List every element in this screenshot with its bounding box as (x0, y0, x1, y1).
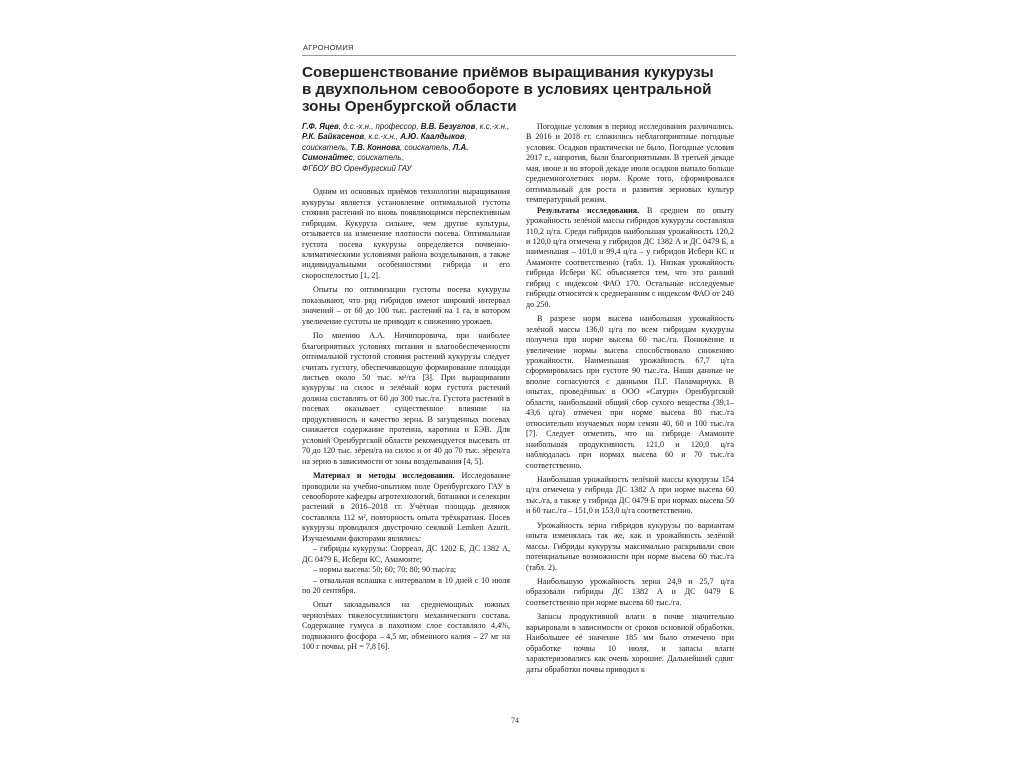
paragraph: По мнению А.А. Ничипоровича, при наиболее благоприятных условиях питания и влагообеспеченности оптимальной густотой стояния растений кукурузы следует считать густоту, обеспечивающую формирование площади листьев около 50 тыс. м²/га [3]. При выращивании кукурузы на силос и зелёный корм густота растений должна составлять от 60 до 300 тыс./га. Густота растений в посевах оказывает существенное влияние на продуктивность и качество зерна. В загущенных посевах снижается содержание протеина, каротина и БЭВ. Для условий Оренбургской области рекомендуется высевать от 70 до 120 тыс. зёрен/га на силос и от 40 до 70 тыс. зёрен/га на зерно в зависимости от зоны возделывания [4, 5]. (302, 331, 510, 466)
author: Т.В. Коннова, соискатель, (350, 142, 453, 152)
list-item: – отвальная вспашка с интервалом в 10 дней с 10 июля по 20 сентября. (302, 575, 510, 596)
paragraph: Погодные условия в период исследования различались. В 2016 и 2018 гг. сложились неблагоприятные погодные условия. Осадков практически не было. Погодные условия 2017 г., напротив, были благоприятными. В третьей декаде мая, июне и во второй декаде июля осадков выпало больше среднемноголетних норм. Кроме того, сформировался оптимальный для роста и развития зерновых культур температурный режим. (526, 122, 734, 205)
paragraph: Опыты по оптимизации густоты посева кукурузы показывают, что ряд гибридов имеют широкий интервал значений – от 60 до 100 тыс. растений на 1 га, в котором увеличение густоты не приводит к снижению урожаев. (302, 285, 510, 326)
author: Г.Ф. Яцев, д.с.-х.н., профессор, (302, 122, 421, 131)
affiliation: ФГБОУ ВО Оренбургский ГАУ (302, 163, 412, 173)
article-title: Совершенствование приёмов выращивания кукурузы в двухпольном севообороте в условиях центральной зоны Оренбургской области (302, 64, 714, 115)
right-column (526, 122, 734, 675)
list-item: – нормы высева: 50; 60; 70; 80; 90 тыс/га; (313, 565, 457, 575)
authors-block (302, 122, 510, 174)
methods-heading: Материал и методы исследования. (313, 471, 455, 481)
header-rule (302, 55, 736, 56)
paragraph: Наибольшую урожайность зерна 24,9 и 25,7 ц/га образовали гибриды ДС 1382 А и ДС 0479 Б соответственно при норме высева 60 тыс./га. (526, 577, 734, 607)
left-column (302, 122, 510, 653)
paragraph: В разрезе норм высева наибольшая урожайность зелёной массы 136,0 ц/га по всем гибридам кукурузы получена при норме высева 60 тыс./га. Понижение и увеличение нормы высева способствовало снижению урожайности. Наименьшая урожайность 67,7 ц/га сформировалась при густоте 90 тыс./га. Наши данные не вполне согласуются с данными П.Г. Паламарчука. В опытах, проведённых в ООО «Сатурн» Оренбургской области, наибольший общий сбор сухого вещества (39,1–43,6 ц/га) отмечен при норме высева 80 тыс./га относительно изучаемых норм семян 40, 60 и 100 тыс./га [7]. Следует отметить, что на гибриде Амамонте наибольшая продуктивность 121,0 и 120,0 ц/га наблюдалась при нормах высева 60 и 70 тыс./га соответственно. (526, 314, 734, 470)
results-paragraph: Результаты исследования. В среднем по опыту урожайность зелёной массы гибридов кукурузы составляла 110,2 ц/га. Среди гибридов наибольшая урожайность 120,2 и 120,0 ц/га отмечена у гибридов ДС 1382 А и ДС 0479 Б, а наименьшая – 101,0 и 99,4 ц/га – у гибридов Исбери КС и Амамонте соответственно (табл. 1). Низкая урожайность гибрида Исбери КС объясняется тем, что это ранний гибрид с индексом ФАО 170. Остальные исследуемые гибриды относятся к среднеранним с индексом ФАО от 240 до 250. (526, 205, 734, 309)
paragraph: Запасы продуктивной влаги в почве значительно варьировали в зависимости от сроков основной обработки. Наибольшее её значение 185 мм было отмечено при обработке почвы 10 июля, и запасы влаги характеризовались как очень хорошие. Дальнейший сдвиг даты обработки почвы приводил к (526, 612, 734, 674)
paragraph: Урожайность зерна гибридов кукурузы по вариантам опыта изменялась так же, как и урожайность зелёной массы. Гибриды кукурузы максимально раскрывали свои потенциальные возможности при норме высева 60 тыс./га (табл. 2). (526, 520, 734, 572)
list-item: – гибриды кукурузы: Сюрреал, ДС 1202 Б, ДС 1382 А, ДС 0479 Б, Исбери КС, Амамонте; (302, 544, 510, 564)
author: А.Ю. Каалдыков, соискатель, (302, 132, 467, 152)
author: В.В. Безуглов, к.с.-х.н., (420, 122, 510, 131)
paragraph: Опыт закладывался на среднемощных южных чернозёмах тяжелосуглинистого механического состава. Содержание гумуса в пахотном слое составляло 4,4%, подвижного фосфора – 4,5 мг, обменного калия – 27 мг на 100 г почвы, рН = 7,8 [6]. (302, 600, 510, 652)
paragraph: Одним из основных приёмов технологии выращивания кукурузы является установление оптимальной густоты стояния растений по вновь появляющимся перспективным гибридам. Кукуруза сильнее, чем другие культуры, отзывается на изменение плотности посева. Оптимальная густота посева кукурузы определяется почвенно-климатическими условиями района возделывания, а также индивидуальными особенностями гибрида и его скороспелостью [1, 2]. (302, 187, 510, 280)
factors-list (302, 544, 510, 596)
page-number: 74 (511, 716, 519, 725)
methods-paragraph: Материал и методы исследования. Исследование проводили на учебно-опытном поле Оренбургского ГАУ в севообороте кафедры агротехнологий, ботаники и селекции растений в 2016–2018 гг. Учётная площадь делянок составляла 112 м², повторность опыта трёхкратная. Посев кукурузы проводился двустрочно сеялкой Lemken Azurit. Изучаемыми факторами являлись: (302, 471, 510, 543)
section-header: АГРОНОМИЯ (303, 43, 354, 52)
paragraph: Наибольшая урожайность зелёной массы кукурузы 154 ц/га отмечена у гибрида ДС 1382 А при норме высева 60 тыс./га, а также у гибрида ДС 0479 Б при нормах высева 50 и 60 тыс./га – 151,0 и 153,0 ц/га соответственно. (526, 474, 734, 516)
author: Р.К. Байкасенов, к.с.-х.н., (302, 132, 401, 142)
results-heading: Результаты исследования. (537, 205, 640, 215)
author: Л.А. Симонайтес, соискатель, (302, 142, 469, 163)
